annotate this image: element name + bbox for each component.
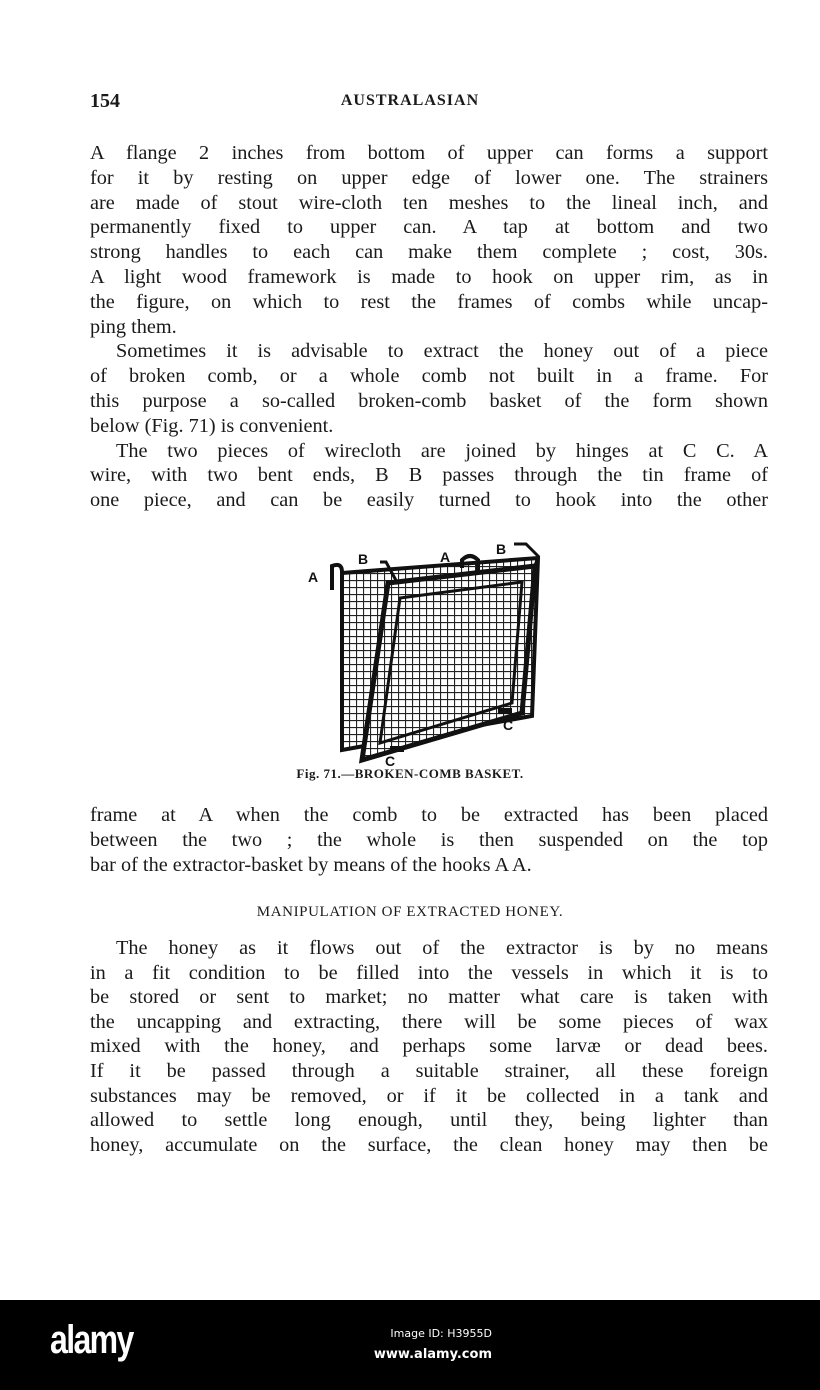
text-line: of broken comb, or a whole comb not built in a frame. For	[90, 365, 768, 388]
site-url: www.alamy.com	[373, 1347, 492, 1362]
text-line: honey, accumulate on the surface, the clean honey may then be	[90, 1133, 768, 1156]
text-line: permanently fixed to upper can. A tap at bottom and two	[90, 216, 768, 239]
body-text-bottom	[90, 936, 768, 1157]
label-b: B	[496, 541, 507, 557]
text-line: in a fit condition to be filled into the vessels in which it is to	[90, 961, 768, 984]
text-line: the figure, on which to rest the frames of combs while uncap-	[90, 290, 768, 313]
text-line: mixed with the honey, and perhaps some larvæ or dead bees.	[90, 1035, 768, 1058]
text-line: be stored or sent to market; no matter what care is taken with	[90, 986, 768, 1009]
text-line: A light wood framework is made to hook on upper rim, as in	[90, 265, 768, 288]
label-a: A	[308, 569, 319, 585]
section-heading: MANIPULATION OF EXTRACTED HONEY.	[256, 904, 564, 920]
page-number: 154	[90, 90, 120, 112]
text-line: Sometimes it is advisable to extract the honey out of a piece	[116, 340, 768, 363]
text-line: for it by resting on upper edge of lower one. The strainers	[90, 166, 768, 189]
text-line: The honey as it flows out of the extractor is by no means	[116, 937, 768, 959]
hinge-c	[390, 746, 404, 752]
hook-a-left	[332, 565, 342, 748]
body-text-top	[90, 141, 768, 513]
image-id: Image ID: H3955D	[390, 1327, 492, 1340]
text-line: wire, with two bent ends, B B passes through the tin frame of	[90, 464, 768, 487]
text-line: this purpose a so-called broken-comb basket of the form shown	[90, 389, 768, 412]
text-line: substances may be removed, or if it be collected in a tank and	[90, 1084, 768, 1107]
running-head: AUSTRALASIAN	[340, 92, 480, 109]
text-line: allowed to settle long enough, until they, being lighter than	[90, 1109, 768, 1132]
text-line: frame at A when the comb to be extracted has been placed	[90, 804, 768, 826]
label-c: C	[385, 753, 396, 766]
label-a: A	[440, 549, 451, 565]
label-c: C	[503, 717, 514, 733]
label-b: B	[358, 551, 369, 567]
text-line: are made of stout wire-cloth ten meshes to the lineal inch, and	[90, 191, 768, 214]
text-line: bar of the extractor-basket by means of the hooks A A.	[90, 853, 532, 876]
text-line: between the two ; the whole is then suspended on the top	[90, 828, 768, 851]
text-line: one piece, and can be easily turned to hook into the other	[90, 489, 768, 512]
text-line: A flange 2 inches from bottom of upper can forms a support	[90, 142, 768, 164]
broken-comb-basket-figure	[300, 538, 550, 766]
text-line: below (Fig. 71) is convenient.	[90, 414, 334, 437]
body-text-middle	[90, 803, 768, 877]
text-line: The two pieces of wirecloth are joined by hinges at C C. A	[116, 439, 768, 462]
text-line: strong handles to each can make them complete ; cost, 30s.	[90, 241, 768, 264]
text-line: If it be passed through a suitable strainer, all these foreign	[90, 1059, 768, 1082]
hinge-c	[498, 708, 512, 714]
watermark-bar	[0, 1300, 820, 1390]
text-line: the uncapping and extracting, there will be some pieces of wax	[90, 1010, 768, 1033]
figure-caption: Fig. 71.—BROKEN-COMB BASKET.	[296, 766, 524, 781]
text-line: ping them.	[90, 315, 177, 338]
alamy-logo: alamy	[50, 1318, 133, 1362]
